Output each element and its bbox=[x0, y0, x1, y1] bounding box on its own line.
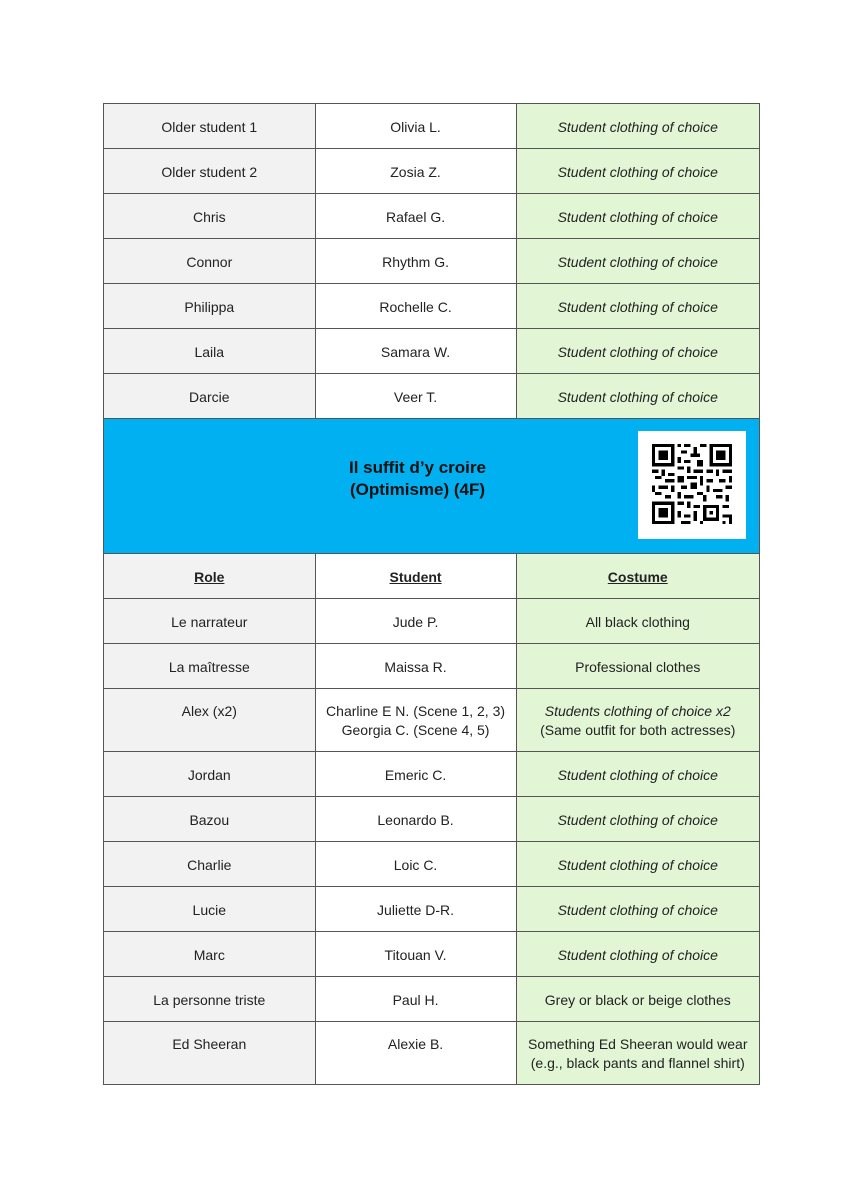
section-title-line2: (Optimisme) (4F) bbox=[349, 480, 486, 499]
role-cell: Le narrateur bbox=[104, 599, 316, 644]
student-cell: Paul H. bbox=[315, 977, 516, 1022]
table-row bbox=[104, 104, 760, 149]
costume-line: Students clothing of choice x2 bbox=[544, 703, 731, 719]
student-cell: Emeric C. bbox=[315, 752, 516, 797]
costume-cell: Student clothing of choice bbox=[516, 149, 759, 194]
cast-table bbox=[103, 103, 760, 1085]
student-cell: Juliette D-R. bbox=[315, 887, 516, 932]
role-cell: Philippa bbox=[104, 284, 316, 329]
role-cell: Jordan bbox=[104, 752, 316, 797]
role-cell: Older student 1 bbox=[104, 104, 316, 149]
cast-sheet bbox=[103, 103, 760, 1085]
table-row bbox=[104, 977, 760, 1022]
qr-code-graphic bbox=[652, 444, 732, 524]
student-cell: Rhythm G. bbox=[315, 239, 516, 284]
qr-code-icon bbox=[638, 431, 746, 539]
section-banner bbox=[104, 419, 760, 554]
table-row bbox=[104, 689, 760, 752]
costume-cell: Student clothing of choice bbox=[516, 374, 759, 419]
banner-cell bbox=[104, 419, 760, 554]
role-cell: Bazou bbox=[104, 797, 316, 842]
role-cell: Lucie bbox=[104, 887, 316, 932]
role-cell: La maîtresse bbox=[104, 644, 316, 689]
role-cell: Marc bbox=[104, 932, 316, 977]
costume-cell: Student clothing of choice bbox=[516, 842, 759, 887]
student-cell: Veer T. bbox=[315, 374, 516, 419]
costume-cell: Student clothing of choice bbox=[516, 284, 759, 329]
student-cell: Samara W. bbox=[315, 329, 516, 374]
student-cell: Rafael G. bbox=[315, 194, 516, 239]
table-row bbox=[104, 239, 760, 284]
student-cell: Loic C. bbox=[315, 842, 516, 887]
student-cell: Olivia L. bbox=[315, 104, 516, 149]
student-cell: Leonardo B. bbox=[315, 797, 516, 842]
role-cell: Ed Sheeran bbox=[104, 1022, 316, 1085]
costume-cell: Student clothing of choice bbox=[516, 887, 759, 932]
role-cell: Connor bbox=[104, 239, 316, 284]
column-header-role: Role bbox=[104, 554, 316, 599]
table-row bbox=[104, 797, 760, 842]
costume-cell: Grey or black or beige clothes bbox=[516, 977, 759, 1022]
costume-cell: Student clothing of choice bbox=[516, 104, 759, 149]
role-cell: Chris bbox=[104, 194, 316, 239]
student-line: Charline E N. (Scene 1, 2, 3) bbox=[326, 703, 506, 719]
costume-line: (e.g., black pants and flannel shirt) bbox=[530, 1055, 745, 1071]
student-cell: Alexie B. bbox=[315, 1022, 516, 1085]
costume-cell: All black clothing bbox=[516, 599, 759, 644]
role-cell: La personne triste bbox=[104, 977, 316, 1022]
costume-cell: Student clothing of choice bbox=[516, 932, 759, 977]
table-row bbox=[104, 1022, 760, 1085]
student-cell bbox=[315, 689, 516, 752]
column-header-costume: Costume bbox=[516, 554, 759, 599]
table-row bbox=[104, 842, 760, 887]
table-row bbox=[104, 194, 760, 239]
table-row bbox=[104, 644, 760, 689]
student-cell: Maissa R. bbox=[315, 644, 516, 689]
table-header-row bbox=[104, 554, 760, 599]
table-row bbox=[104, 752, 760, 797]
costume-note: (Same outfit for both actresses) bbox=[540, 722, 736, 738]
role-cell: Charlie bbox=[104, 842, 316, 887]
student-cell: Jude P. bbox=[315, 599, 516, 644]
costume-line: Something Ed Sheeran would wear bbox=[528, 1036, 748, 1052]
student-line: Georgia C. (Scene 4, 5) bbox=[341, 722, 490, 738]
costume-cell: Student clothing of choice bbox=[516, 797, 759, 842]
costume-cell: Student clothing of choice bbox=[516, 239, 759, 284]
student-cell: Titouan V. bbox=[315, 932, 516, 977]
role-cell: Darcie bbox=[104, 374, 316, 419]
table-row bbox=[104, 374, 760, 419]
table-row bbox=[104, 887, 760, 932]
student-cell: Rochelle C. bbox=[315, 284, 516, 329]
costume-cell: Student clothing of choice bbox=[516, 329, 759, 374]
costume-cell: Student clothing of choice bbox=[516, 752, 759, 797]
student-cell: Zosia Z. bbox=[315, 149, 516, 194]
costume-cell: Student clothing of choice bbox=[516, 194, 759, 239]
role-cell: Alex (x2) bbox=[104, 689, 316, 752]
role-cell: Laila bbox=[104, 329, 316, 374]
section-title bbox=[104, 457, 731, 501]
table-row bbox=[104, 149, 760, 194]
costume-cell: Professional clothes bbox=[516, 644, 759, 689]
section-title-line1: Il suffit d’y croire bbox=[349, 458, 486, 477]
costume-cell bbox=[516, 1022, 759, 1085]
table-row bbox=[104, 932, 760, 977]
column-header-student: Student bbox=[315, 554, 516, 599]
table-row bbox=[104, 599, 760, 644]
costume-cell bbox=[516, 689, 759, 752]
table-row bbox=[104, 284, 760, 329]
table-row bbox=[104, 329, 760, 374]
role-cell: Older student 2 bbox=[104, 149, 316, 194]
